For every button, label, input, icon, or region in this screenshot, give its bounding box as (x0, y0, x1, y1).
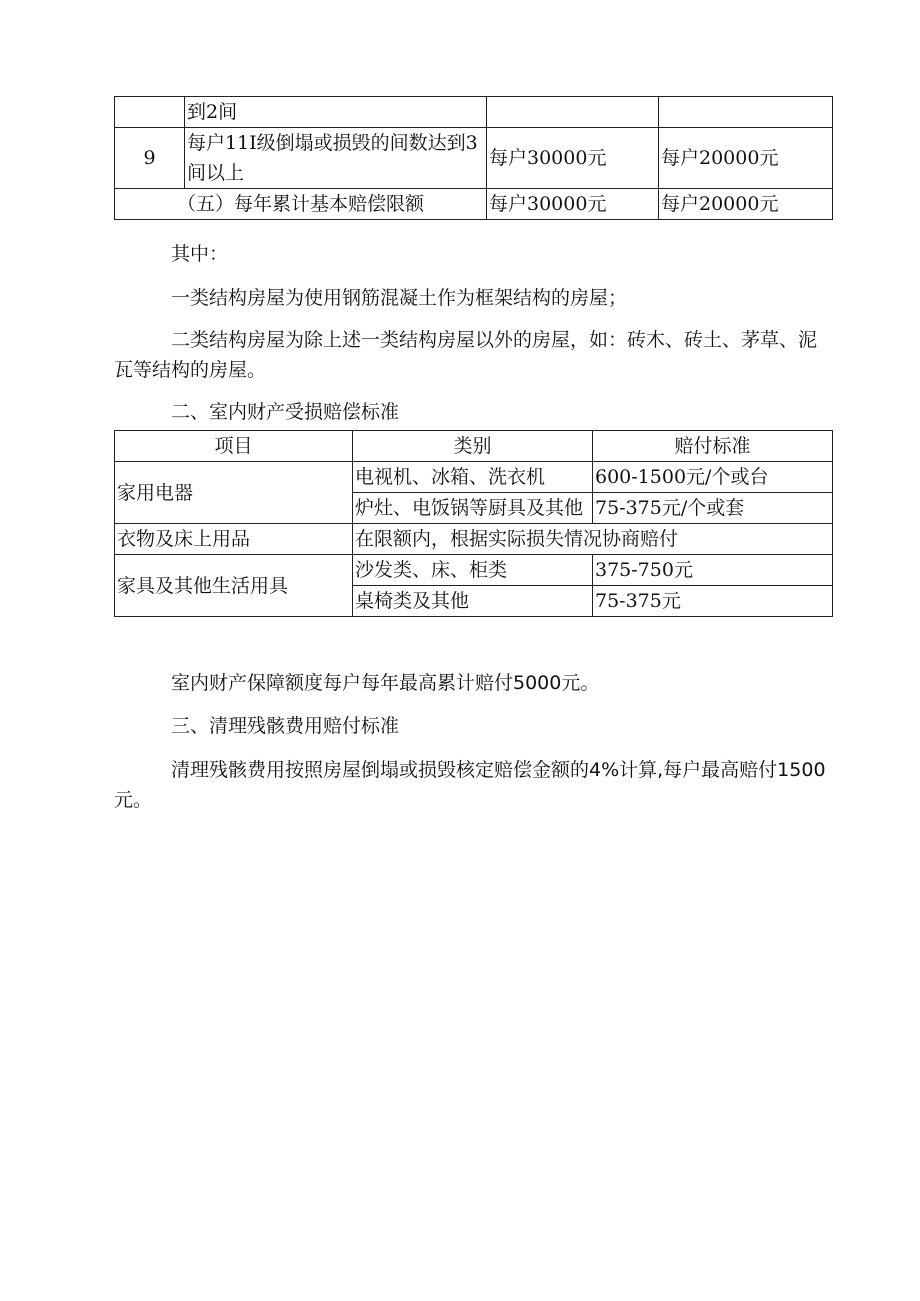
row-value-class2: 每户20000元 (659, 128, 833, 189)
furniture-item: 家具及其他生活用具 (115, 555, 353, 617)
appliance-category: 炉灶、电饭锅等厨具及其他 (353, 493, 593, 524)
header-item: 项目 (115, 431, 353, 462)
table-row (115, 462, 833, 493)
row-value-class1: 每户30000元 (487, 128, 659, 189)
appliance-standard: 600-1500元/个或台 (593, 462, 833, 493)
total-value-class2: 每户20000元 (659, 189, 833, 220)
section2-heading: 二、室内财产受损赔偿标准 (171, 401, 400, 423)
table-total-row (115, 189, 833, 220)
table-row (115, 128, 833, 189)
section3-heading: 三、清理残骸费用赔付标准 (171, 715, 400, 737)
notes-class2: 二类结构房屋为除上述一类结构房屋以外的房屋，如：砖木、砖土、茅草、泥瓦等结构的房屋。 (114, 329, 818, 381)
notes-class1: 一类结构房屋为使用钢筋混凝土作为框架结构的房屋； (171, 287, 628, 309)
appliances-item: 家用电器 (115, 462, 353, 524)
table-row (115, 97, 833, 128)
appliance-standard: 75-375元/个或套 (593, 493, 833, 524)
table-row (115, 524, 833, 555)
row-number (115, 97, 185, 128)
notes-intro: 其中： (171, 243, 229, 265)
table-row (115, 555, 833, 586)
row-item: 到2间 (185, 97, 487, 128)
header-category: 类别 (353, 431, 593, 462)
indoor-property-table (114, 430, 833, 617)
clothing-text: 在限额内，根据实际损失情况协商赔付 (353, 524, 833, 555)
row-item: 每户11I级倒塌或损毁的间数达到3间以上 (185, 128, 487, 189)
furniture-standard: 75-375元 (593, 586, 833, 617)
furniture-standard: 375-750元 (593, 555, 833, 586)
row-value-class1 (487, 97, 659, 128)
section2-footnote: 室内财产保障额度每户每年最高累计赔付5000元。 (171, 672, 600, 694)
total-label: （五）每年累计基本赔偿限额 (115, 189, 487, 220)
section3-text: 清理残骸费用按照房屋倒塌或损毁核定赔偿金额的4%计算,每户最高赔付1500元。 (114, 759, 826, 811)
clothing-item: 衣物及床上用品 (115, 524, 353, 555)
house-compensation-table (114, 96, 833, 220)
furniture-category: 沙发类、床、柜类 (353, 555, 593, 586)
header-standard: 赔付标准 (593, 431, 833, 462)
table-header-row (115, 431, 833, 462)
row-value-class2 (659, 97, 833, 128)
row-number: 9 (115, 128, 185, 189)
furniture-category: 桌椅类及其他 (353, 586, 593, 617)
total-value-class1: 每户30000元 (487, 189, 659, 220)
appliance-category: 电视机、冰箱、洗衣机 (353, 462, 593, 493)
